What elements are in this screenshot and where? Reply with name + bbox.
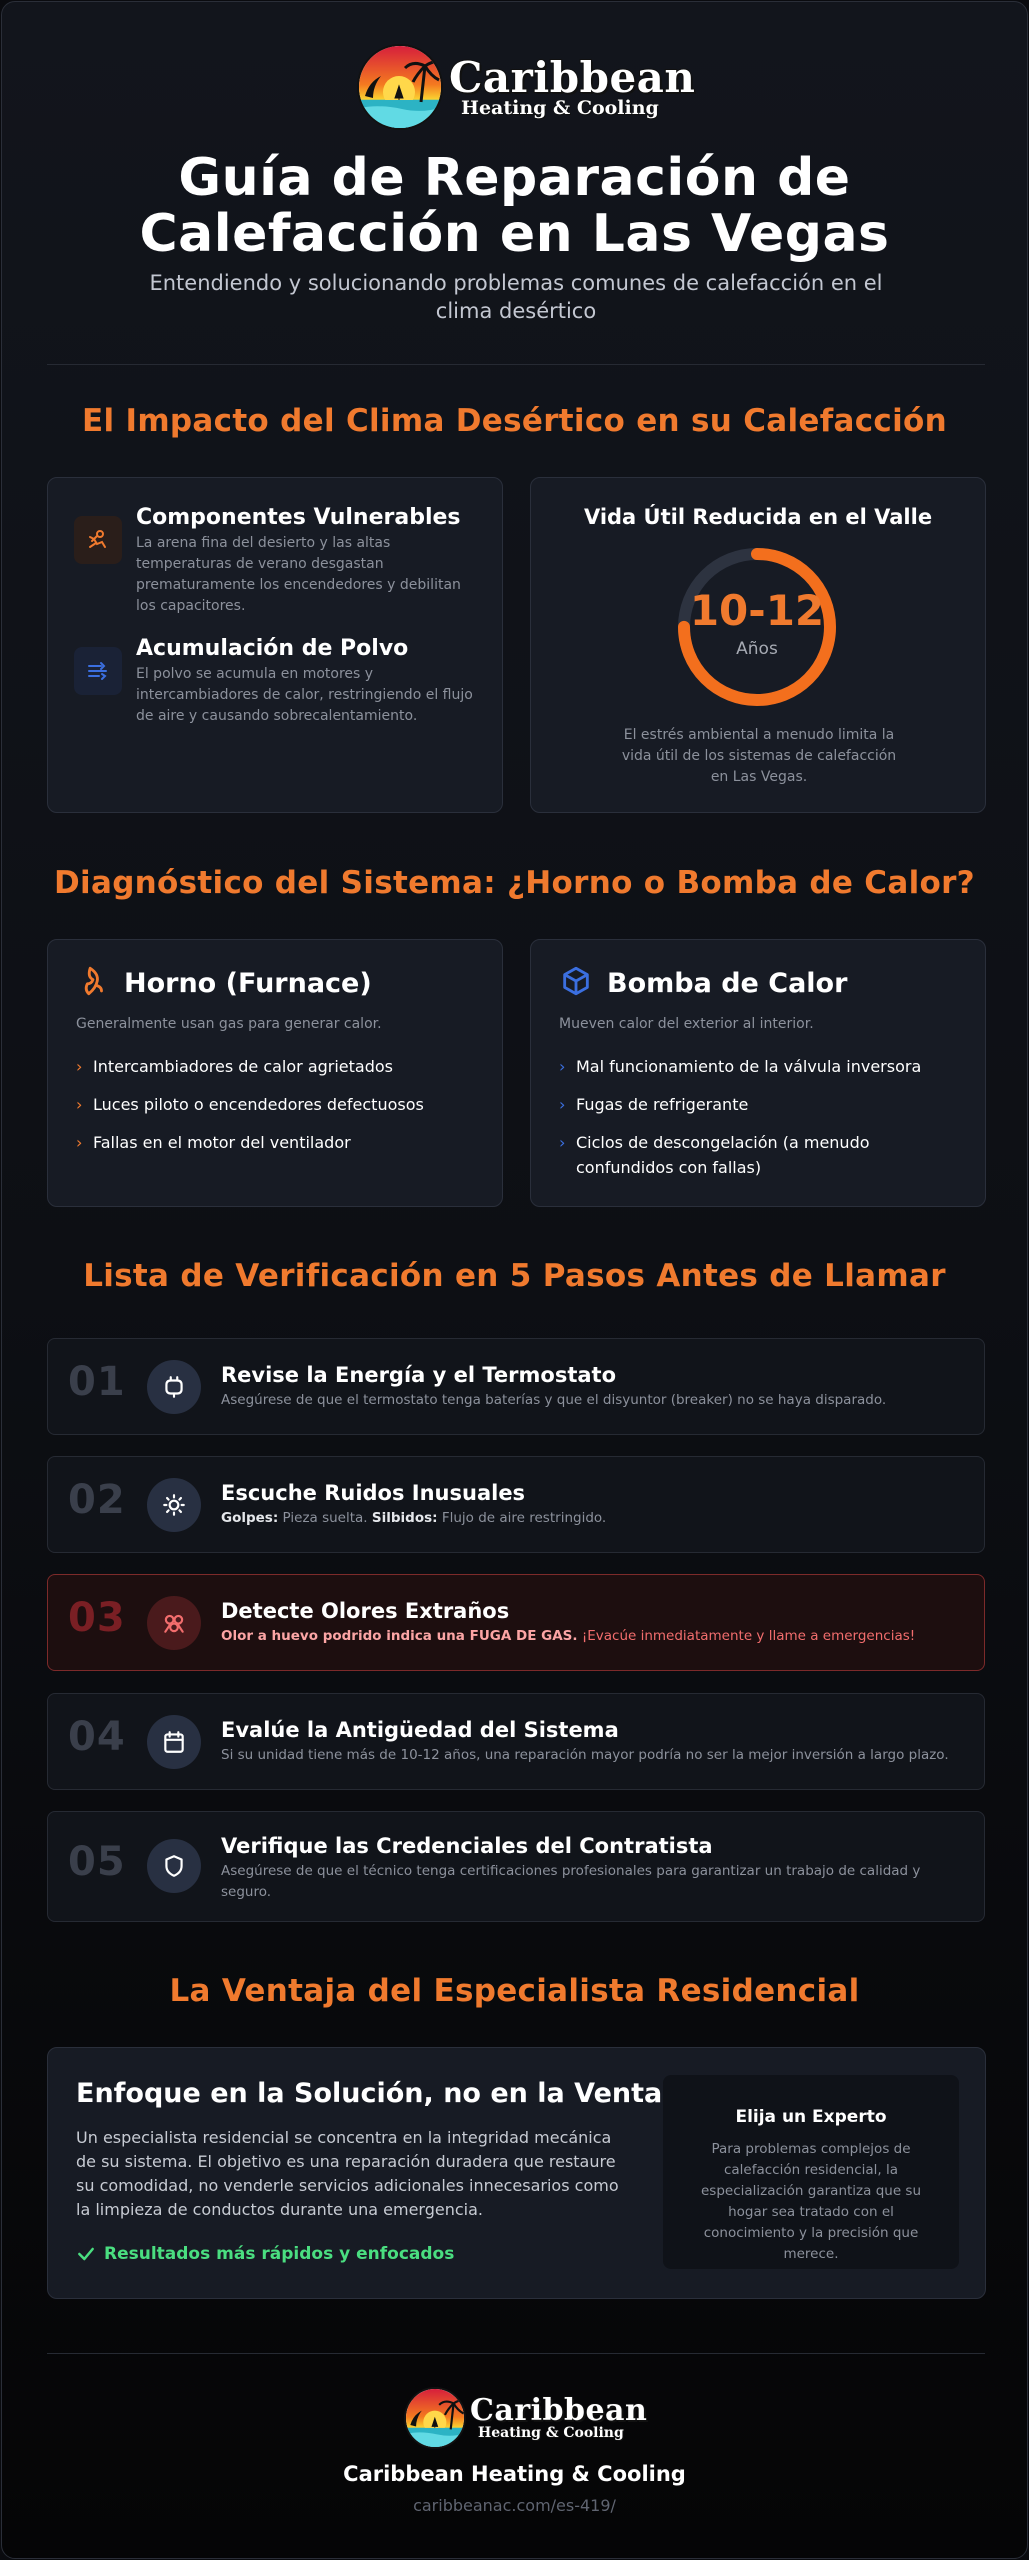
page-title [2,150,1027,262]
page-title-line2: Calefacción en Las Vegas [139,204,890,264]
cube-icon [559,964,593,1002]
lifespan-value: 10-12 [689,586,825,635]
evacuate-warning: ¡Evacúe inmediatamente y llame a emergencias! [577,1628,916,1644]
expert-box-title: Elija un Experto [735,2107,887,2127]
impact-item-vulnerable [74,504,478,617]
heatpump-desc: Mueven calor del exterior al interior. [559,1016,814,1032]
footer-company-name: Caribbean Heating & Cooling [343,2462,686,2486]
expert-box [663,2075,959,2269]
list-item-text: Ciclos de descongelación (a menudo confundidos con fallas) [576,1133,870,1177]
flame-icon [76,964,110,1002]
checklist-step-2 [47,1456,985,1553]
page-title-line1: Guía de Reparación de [178,148,851,208]
impact-item-heading: Acumulación de Polvo [136,636,409,661]
heatpump-card [530,939,986,1207]
step-number: 02 [68,1477,126,1523]
chevron-right-icon: › [76,1057,83,1076]
chevron-right-icon: › [76,1133,83,1152]
diagnostic-section-title: Diagnóstico del Sistema: ¿Horno o Bomba de Calor? [54,865,975,901]
checklist-step-1 [47,1338,985,1435]
impact-item-dust [74,635,478,727]
list-item-text: Luces piloto o encendedores defectuosos [93,1095,424,1114]
impact-card-lifespan [530,477,986,813]
logo-brand-subtitle: Heating & Cooling [461,96,659,119]
step-text [221,1626,961,1647]
impact-section-title: El Impacto del Clima Desértico en su Calefacción [82,403,947,439]
footer-logo[interactable] [404,2387,647,2449]
divider [47,364,985,365]
impact-item-heading: Componentes Vulnerables [136,505,461,530]
impact-item-text: El polvo se acumula en motores y intercambiadores de calor, restringiendo el flujo de aire y causando sobrecalentamiento. [136,666,473,724]
divider [47,2353,985,2354]
heatpump-title: Bomba de Calor [607,967,848,999]
list-item [76,1130,486,1155]
lifespan-heading: Vida Útil Reducida en el Valle [583,505,933,529]
list-item-text: Fugas de refrigerante [576,1095,749,1114]
step-text: Asegúrese de que el técnico tenga certificaciones profesionales para garantizar un trabajo de calidad y seguro. [221,1863,921,1900]
furnace-title: Horno (Furnace) [124,967,372,999]
chevron-right-icon: › [76,1095,83,1114]
page [1,1,1028,2559]
header-logo[interactable] [357,44,695,130]
chevron-right-icon: › [559,1095,566,1114]
furnace-desc: Generalmente usan gas para generar calor. [76,1016,382,1032]
list-item-text: Fallas en el motor del ventilador [93,1133,351,1152]
heatpump-issue-list [559,1054,969,1193]
logo-brand-name: Caribbean [449,52,696,102]
furnace-card [47,939,503,1207]
step-text: Asegúrese de que el termostato tenga baterías y que el disyuntor (breaker) no se haya disparado. [221,1392,887,1408]
step-heading: Detecte Olores Extraños [221,1599,510,1623]
list-item-text: Intercambiadores de calor agrietados [93,1057,394,1076]
step-text [221,1508,961,1529]
checklist-step-4 [47,1693,985,1790]
lifespan-unit: Años [736,639,778,659]
logo-brand-name: Caribbean [470,2393,648,2428]
chevron-right-icon: › [559,1133,566,1152]
step-text-part: Pieza suelta. [278,1510,372,1526]
page-subtitle: Entendiendo y solucionando problemas comunes de calefacción en el clima desértico [149,271,883,323]
advantage-check-text: Resultados más rápidos y enfocados [104,2244,455,2264]
list-item [76,1092,486,1117]
advantage-text: Un especialista residencial se concentra en la integridad mecánica de su sistema. El objetivo es una reparación duradera que restaure su comodidad, no venderle servicios adicionales innecesarios como la limpieza de conductos durante una emergencia. [76,2128,619,2219]
advantage-check [76,2244,454,2264]
furnace-issue-list [76,1054,486,1168]
wrench-icon [74,516,122,564]
step-text: Si su unidad tiene más de 10-12 años, una reparación mayor podría no ser la mejor inversión a largo plazo. [221,1747,949,1763]
list-item [559,1130,969,1180]
step-number: 04 [68,1714,126,1760]
step-number: 03 [68,1595,126,1641]
lifespan-ring [676,546,838,708]
advantage-card [47,2047,986,2299]
step-text-bold: Silbidos: [371,1510,438,1526]
list-item [559,1092,969,1117]
gas-leak-warning: Olor a huevo podrido indica una FUGA DE GAS. [221,1628,578,1644]
shield-icon [147,1839,201,1893]
logo-brand-subtitle: Heating & Cooling [478,2425,624,2441]
checklist-step-3-alert [47,1574,985,1671]
logo-emblem-icon [404,2387,466,2449]
list-item [76,1054,486,1079]
logo-emblem-icon [357,44,443,130]
step-heading: Verifique las Credenciales del Contratista [221,1834,713,1858]
step-heading: Revise la Energía y el Termostato [221,1363,617,1387]
list-item-text: Mal funcionamiento de la válvula inversora [576,1057,922,1076]
expert-box-text: Para problemas complejos de calefacción residencial, la especialización garantiza que su hogar sea tratado con el conocimiento y la precisión que merece. [700,2141,922,2262]
biohazard-icon [147,1596,201,1650]
plug-icon [147,1360,201,1414]
check-icon [76,2244,96,2264]
step-text-bold: Golpes: [221,1510,279,1526]
impact-item-text: La arena fina del desierto y las altas temperaturas de verano desgastan prematuramente los encendedores y debilitan los capacitores. [136,535,461,614]
step-number: 01 [68,1359,126,1405]
list-item [559,1054,969,1079]
advantage-section-title: La Ventaja del Especialista Residencial [169,1973,860,2009]
calendar-icon [147,1715,201,1769]
footer-url-link[interactable]: caribbeanac.com/es-419/ [413,2496,616,2515]
lifespan-note: El estrés ambiental a menudo limita la vida útil de los sistemas de calefacción en Las Vegas. [621,727,897,785]
checklist-step-5 [47,1811,985,1922]
step-heading: Escuche Ruidos Inusuales [221,1481,526,1505]
sun-icon [147,1478,201,1532]
impact-card-components [47,477,503,813]
step-heading: Evalúe la Antigüedad del Sistema [221,1718,619,1742]
checklist-section-title: Lista de Verificación en 5 Pasos Antes de Llamar [83,1258,946,1294]
step-text-part: Flujo de aire restringido. [437,1510,607,1526]
step-number: 05 [68,1839,126,1885]
advantage-heading: Enfoque en la Solución, no en la Venta [76,2078,663,2109]
wind-icon [74,647,122,695]
chevron-right-icon: › [559,1057,566,1076]
